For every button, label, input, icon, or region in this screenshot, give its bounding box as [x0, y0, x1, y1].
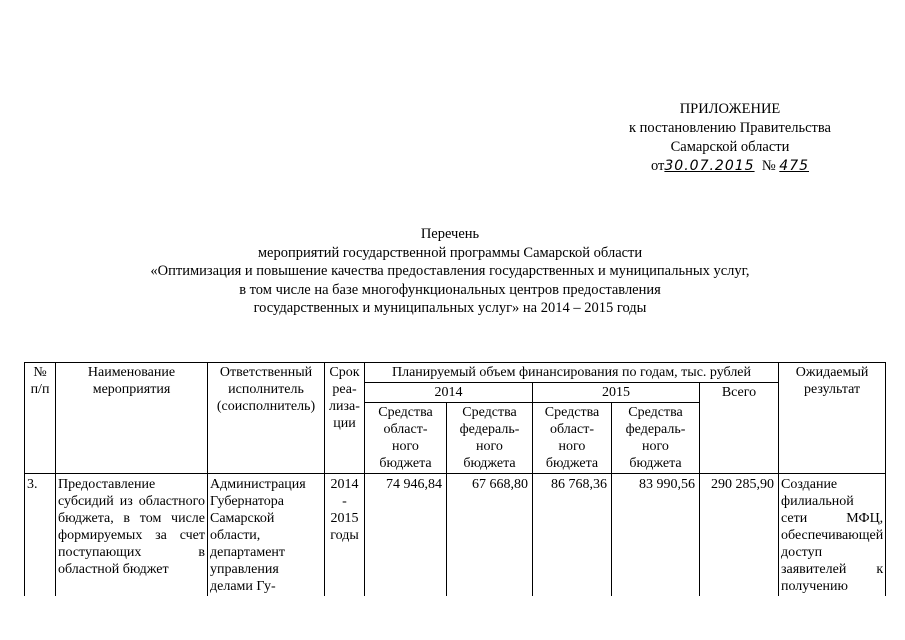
- row-2015-regional: 86 768,36: [533, 474, 612, 597]
- row-term: 2014 - 2015 годы: [325, 474, 365, 597]
- row-total: 290 285,90: [700, 474, 779, 597]
- header-financing: Планируемый объем финансирования по годам, тыс. рублей: [365, 363, 779, 383]
- header-year-2014: 2014: [365, 383, 533, 403]
- header-row-1: [25, 363, 886, 383]
- heading-line-4: в том числе на базе многофункциональных центров предоставления: [239, 281, 661, 298]
- date-prefix: от: [650, 158, 665, 174]
- number-prefix: №: [761, 158, 776, 174]
- row-2014-federal: 67 668,80: [447, 474, 533, 597]
- header-2014-federal: Средства федераль- ного бюджета: [447, 403, 533, 474]
- header-2014-regional: Средства област- ного бюджета: [365, 403, 447, 474]
- appendix-line-2: Самарской области: [670, 139, 790, 155]
- appendix-block: [600, 100, 860, 176]
- heading-line-1: Перечень: [420, 226, 480, 242]
- number-value: 475: [779, 158, 810, 174]
- date-value: 30.07.2015: [664, 158, 755, 174]
- heading-line-2: мероприятий государственной программы Самарской области: [257, 244, 643, 261]
- header-2015-federal: Средства федераль- ного бюджета: [612, 403, 700, 474]
- header-year-2015: 2015: [533, 383, 700, 403]
- heading-line-3: «Оптимизация и повышение качества предоставления государственных и муниципальных услуг,: [150, 263, 750, 279]
- table-row: [25, 474, 886, 597]
- row-2014-regional: 74 946,84: [365, 474, 447, 597]
- header-total: Всего: [700, 383, 779, 474]
- document-heading: [100, 225, 800, 318]
- header-term: Срок реа- лиза- ции: [325, 363, 365, 474]
- row-executor: Администрация Губернатора Самарской области, департамент управления делами Гу-: [208, 474, 325, 597]
- header-2015-regional: Средства област- ного бюджета: [533, 403, 612, 474]
- header-result: Ожидаемый результат: [779, 363, 886, 474]
- header-name: Наименование мероприятия: [56, 363, 208, 474]
- row-2015-federal: 83 990,56: [612, 474, 700, 597]
- row-name: Предоставление субсидий из областного бюджета, в том числе формируемых за счет поступающих в областной бюджет: [56, 474, 208, 597]
- appendix-line-1: к постановлению Правительства: [629, 120, 831, 136]
- heading-line-5: государственных и муниципальных услуг» на 2014 – 2015 годы: [253, 300, 647, 316]
- row-result: Создание филиальной сети МФЦ, обеспечивающей доступ заявителей к получению: [779, 474, 886, 597]
- header-executor: Ответственный исполнитель (соисполнитель): [208, 363, 325, 474]
- header-num: № п/п: [25, 363, 56, 474]
- appendix-date-number: [600, 157, 860, 176]
- row-num: 3.: [25, 474, 56, 597]
- appendix-title: ПРИЛОЖЕНИЕ: [679, 101, 781, 117]
- measures-table: [24, 362, 886, 596]
